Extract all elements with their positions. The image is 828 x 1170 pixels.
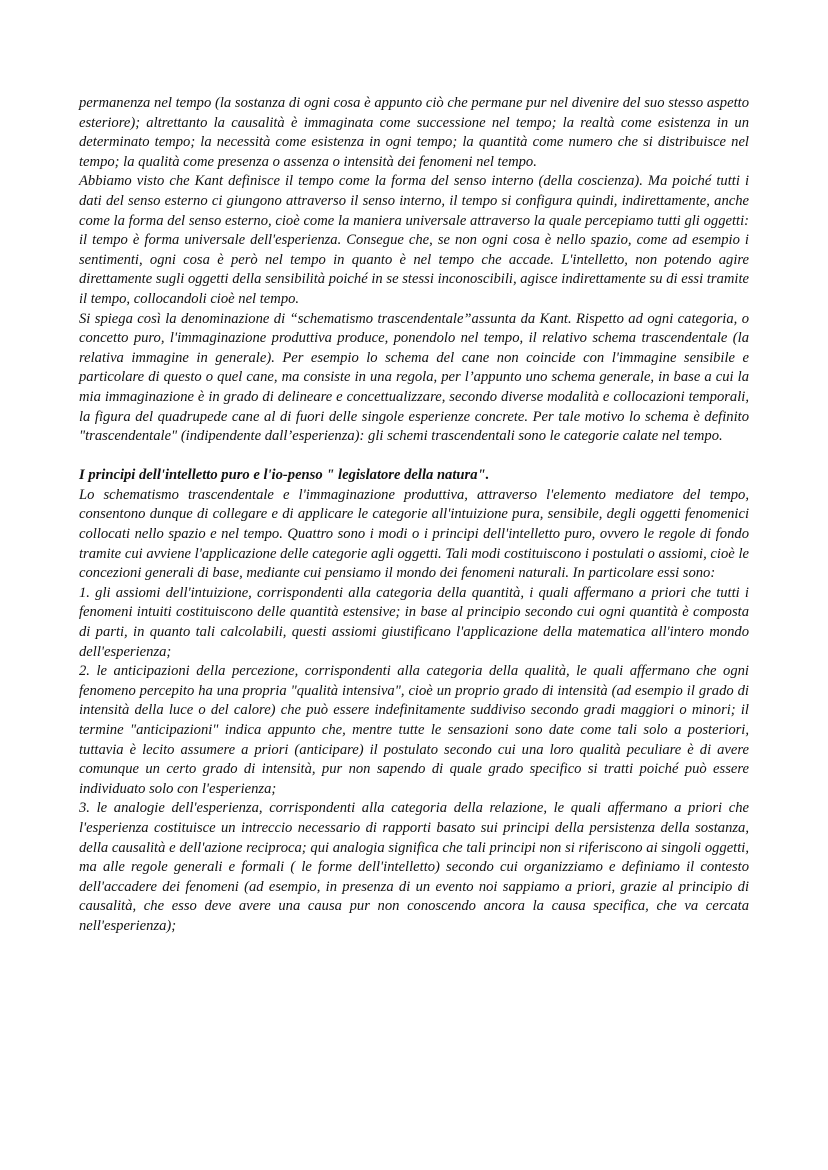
list-item-analogie: 3. le analogie dell'esperienza, corrispondenti alla categoria della relazione, le quali affermano a priori che l'esperienza costituisce un intreccio necessario di rapporti basato sui principi della persistenza della sostanza, della causalità e dell'azione reciproca; qui analogia significa che tali principi non si riferiscono ai singoli oggetti, ma alle regole generali e formali ( le forme dell'intelletto) secondo cui organizziamo e definiamo il contesto dell'accadere dei fenomeni (ad esempio, in presenza di un evento noi sappiamo a priori, grazie al principio di causalità, che esso deve avere una causa pur non conoscendo ancora la causa specifica, che va cercata nell'esperienza);	[79, 800, 749, 934]
paragraph-principi-intro: Lo schematismo trascendentale e l'immaginazione produttiva, attraverso l'elemento mediatore del tempo, consentono dunque di collegare e di applicare le categorie all'intuizione pura, sensibile, degli oggetti fenomenici collocati nello spazio e nel tempo. Quattro sono i modi o i principi dell'intelletto puro, ovvero le regole di fondo tramite cui avviene l'applicazione delle categorie agli oggetti. Tali modi costituiscono i postulati o assiomi, cioè le concezioni generali di base, mediante cui pensiamo il mondo dei fenomeni naturali. In particolare essi sono:	[79, 486, 749, 582]
list-item-anticipazioni: 2. le anticipazioni della percezione, corrispondenti alla categoria della qualità, le quali affermano che ogni fenomeno percepito ha una propria "qualità intensiva", cioè un proprio grado di intensità (ad esempio il grado di intensità della luce o del calore) che può essere indefinitamente suddiviso secondo gradi maggiori o minori; il termine "anticipazioni" indica appunto che, mentre tutte le sensazioni sono date come tali solo a posteriori, tuttavia è lecito assumere a priori (anticipare) il postulato secondo cui una loro qualità peculiare è di avere comunque un certo grado di intensità, pur non sapendo di quale grado specifico si tratti poiché può essere individuato solo con l'esperienza;	[79, 663, 749, 797]
paragraph-schematismo: Si spiega così la denominazione di “schematismo trascendentale”assunta da Kant. Rispetto ad ogni categoria, o concetto puro, l'immaginazione produttiva produce, ponendolo nel tempo, il relativo schema trascendentale (la relativa immagine in generale). Per esempio lo schema del cane non coincide con l'immagine sensibile e particolare di questo o quel cane, ma consiste in una regola, per l’appunto uno schema generale, in base a cui la mia immaginazione è in grado di delineare e concettualizzare, secondo diverse modalità e collocazioni temporali, la figura del quadrupede cane al di fuori delle singole esperienze concrete. Per tale motivo lo schema è definito "trascendentale" (indipendente dall’esperienza): gli schemi trascendentali sono le categorie calate nel tempo.	[79, 310, 749, 445]
list-item-assiomi: 1. gli assiomi dell'intuizione, corrispondenti alla categoria della quantità, i quali affermano a priori che tutti i fenomeni intuiti costituiscono delle quantità estensive; in base al principio secondo cui ogni quantità è composta di parti, in quanto tali calcolabili, questi assiomi giustificano l'applicazione della matematica all'intero mondo dell'esperienza;	[79, 584, 749, 660]
paragraph-permanenza: permanenza nel tempo (la sostanza di ogni cosa è appunto ciò che permane pur nel divenire del suo stesso aspetto esteriore); altrettanto la causalità è immaginata come successione nel tempo; la realtà come esistenza in un determinato tempo; la necessità come esistenza in ogni tempo; la quantità come numero che si distribuisce nel tempo; la qualità come presenza o assenza o intensità dei fenomeni nel tempo.	[79, 95, 749, 170]
paragraph-tempo-senso-interno: Abbiamo visto che Kant definisce il tempo come la forma del senso interno (della coscienza). Ma poiché tutti i dati del senso esterno ci giungono attraverso il senso interno, il tempo si configura quindi, indirettamente, anche come la forma del senso esterno, cioè come la maniera universale attraverso la quale percepiamo tutti gli oggetti: il tempo è forma universale dell'esperienza. Consegue che, se non ogni cosa è nello spazio, come ad esempio i sentimenti, ogni cosa è però nel tempo in quanto è nel tempo che accade. L'intelletto, non potendo agire direttamente sugli oggetti della sensibilità poiché in se stessi inconoscibili, agisce indirettamente su di essi tramite il tempo, collocandoli cioè nel tempo.	[79, 173, 749, 307]
section-heading: I principi dell'intelletto puro e l'io-penso " legislatore della natura".	[79, 467, 490, 484]
document-page	[79, 94, 749, 937]
